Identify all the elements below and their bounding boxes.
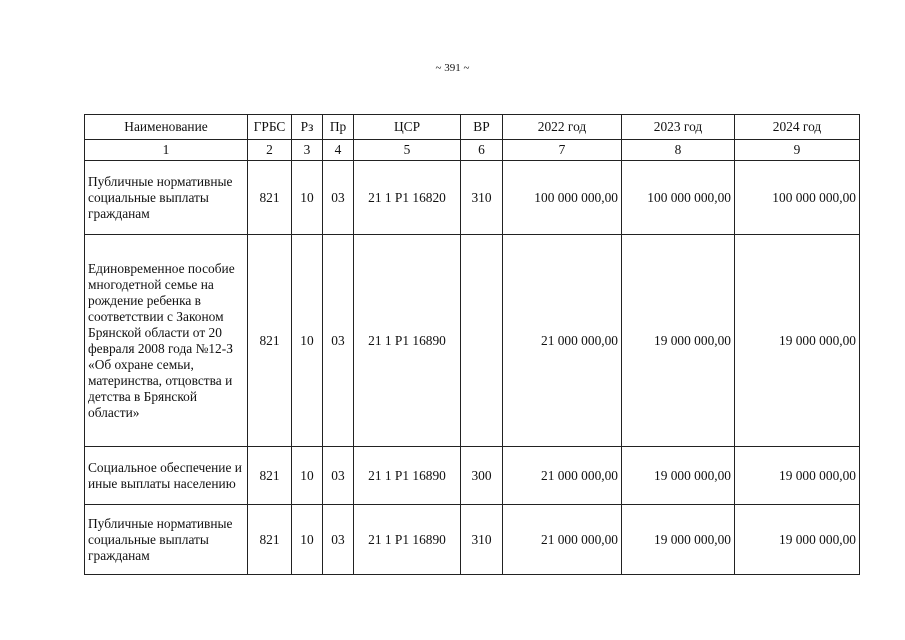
row-csr: 21 1 Р1 16820 [354,161,461,235]
row-2022: 100 000 000,00 [503,161,622,235]
column-number: 2 [248,140,292,161]
page-number: ~ 391 ~ [435,62,470,74]
row-rz: 10 [292,447,323,505]
column-number: 3 [292,140,323,161]
row-2022: 21 000 000,00 [503,447,622,505]
row-pr: 03 [323,447,354,505]
row-vr: 310 [461,505,503,575]
column-number: 8 [622,140,735,161]
row-name: Публичные нормативные социальные выплаты гражданам [85,505,248,575]
row-2024: 19 000 000,00 [735,505,860,575]
row-vr: 300 [461,447,503,505]
column-number: 4 [323,140,354,161]
row-rz: 10 [292,161,323,235]
table-row [85,161,860,235]
row-pr: 03 [323,505,354,575]
table-row [85,447,860,505]
row-csr: 21 1 Р1 16890 [354,235,461,447]
row-rz: 10 [292,505,323,575]
row-grbs: 821 [248,235,292,447]
table-row [85,235,860,447]
row-2024: 19 000 000,00 [735,235,860,447]
row-2024: 100 000 000,00 [735,161,860,235]
header-row [85,115,860,140]
row-2023: 100 000 000,00 [622,161,735,235]
row-name: Публичные нормативные социальные выплаты гражданам [85,161,248,235]
column-number: 9 [735,140,860,161]
row-grbs: 821 [248,505,292,575]
header-name: Наименование [85,115,248,140]
row-csr: 21 1 Р1 16890 [354,447,461,505]
column-number-row [85,140,860,161]
row-vr [461,235,503,447]
row-2022: 21 000 000,00 [503,505,622,575]
header-2023: 2023 год [622,115,735,140]
row-2022: 21 000 000,00 [503,235,622,447]
row-2023: 19 000 000,00 [622,235,735,447]
column-number: 1 [85,140,248,161]
row-grbs: 821 [248,447,292,505]
column-number: 7 [503,140,622,161]
header-grbs: ГРБС [248,115,292,140]
row-2024: 19 000 000,00 [735,447,860,505]
row-pr: 03 [323,161,354,235]
header-2022: 2022 год [503,115,622,140]
row-grbs: 821 [248,161,292,235]
row-pr: 03 [323,235,354,447]
row-rz: 10 [292,235,323,447]
header-pr: Пр [323,115,354,140]
table-row [85,505,860,575]
row-2023: 19 000 000,00 [622,505,735,575]
row-name: Социальное обеспечение и иные выплаты населению [85,447,248,505]
budget-table [84,114,860,575]
row-vr: 310 [461,161,503,235]
column-number: 5 [354,140,461,161]
header-rz: Рз [292,115,323,140]
row-csr: 21 1 Р1 16890 [354,505,461,575]
row-2023: 19 000 000,00 [622,447,735,505]
header-2024: 2024 год [735,115,860,140]
header-vr: ВР [461,115,503,140]
header-csr: ЦСР [354,115,461,140]
row-name: Единовременное пособие многодетной семье на рождение ребенка в соответствии с Законом Брянской области от 20 февраля 2008 года №12-З «Об охране семьи, материнства, отцовства и детства в Брянской области» [85,235,248,447]
column-number: 6 [461,140,503,161]
